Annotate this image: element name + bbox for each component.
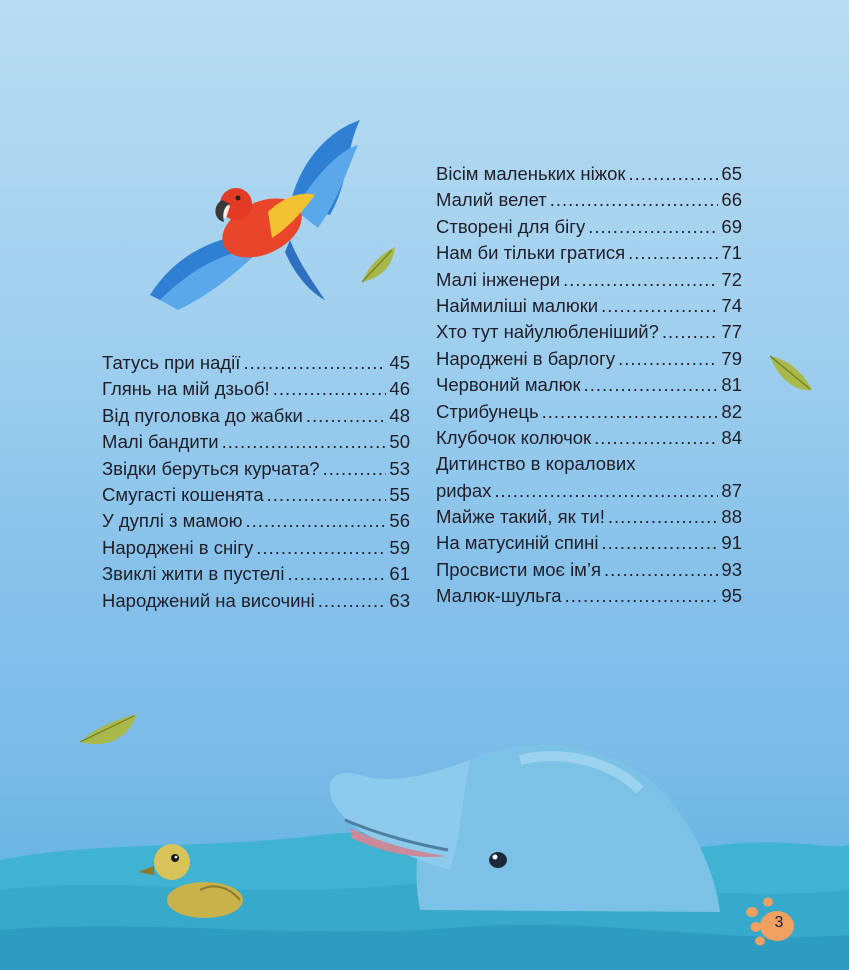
toc-entry-page: 63 — [389, 589, 410, 611]
toc-entry-title: рифах — [436, 479, 492, 501]
toc-leader-dots — [588, 216, 718, 238]
toc-entry[interactable] — [102, 378, 410, 404]
toc-entry[interactable] — [436, 427, 742, 453]
toc-leader-dots — [628, 242, 718, 264]
toc-entry[interactable] — [436, 348, 742, 374]
leaf-illustration — [362, 247, 395, 282]
toc-entry-page: 50 — [389, 431, 410, 453]
toc-entry-page: 79 — [721, 347, 742, 369]
toc-entry-page: 77 — [721, 321, 742, 343]
toc-right-column — [436, 163, 742, 612]
toc-leader-dots — [287, 563, 386, 585]
toc-entry[interactable] — [436, 189, 742, 215]
toc-entry[interactable] — [102, 484, 410, 510]
toc-leader-dots — [273, 378, 387, 400]
toc-entry-title: Майже такий, як ти! — [436, 506, 605, 528]
toc-entry-page: 87 — [721, 479, 742, 501]
toc-entry-page: 46 — [389, 378, 410, 400]
toc-entry[interactable] — [102, 537, 410, 563]
toc-entry[interactable] — [436, 295, 742, 321]
toc-entry-title: Від пуголовка до жабки — [102, 404, 303, 426]
toc-left-column — [102, 352, 410, 616]
toc-entry[interactable] — [102, 590, 410, 616]
toc-entry-title: Малюк-шульга — [436, 585, 562, 607]
toc-entry[interactable] — [436, 585, 742, 611]
leaf-illustration — [770, 356, 812, 390]
toc-entry-page: 45 — [389, 352, 410, 373]
toc-entry-title: Народжені в барлогу — [436, 347, 616, 369]
toc-entry[interactable] — [102, 405, 410, 431]
toc-leader-dots — [222, 431, 387, 453]
parrot-illustration — [150, 120, 360, 310]
toc-entry-page: 55 — [389, 483, 410, 505]
toc-entry-title: Малий велет — [436, 189, 547, 211]
page-number: 3 — [774, 914, 784, 931]
toc-entry-title: Звиклі жити в пустелі — [102, 563, 285, 585]
toc-entry-title: Народжені в снігу — [102, 536, 254, 558]
toc-entry[interactable] — [102, 431, 410, 457]
toc-entry-page: 71 — [721, 242, 742, 264]
toc-entry-page: 84 — [721, 426, 742, 448]
toc-leader-dots — [604, 559, 718, 581]
toc-entry[interactable] — [436, 163, 742, 189]
toc-leader-dots — [563, 269, 718, 291]
toc-entry-title: Малі інженери — [436, 268, 561, 290]
toc-entry-page: 65 — [721, 163, 742, 184]
toc-entry-title: Наймиліші малюки — [436, 294, 599, 316]
toc-entry-title: Народжений на височині — [102, 589, 315, 611]
toc-leader-dots — [306, 405, 387, 427]
toc-entry-title: Татусь при надії — [102, 352, 241, 373]
toc-leader-dots — [565, 585, 719, 607]
toc-entry-page: 61 — [389, 563, 410, 585]
toc-entry[interactable] — [102, 352, 410, 378]
toc-leader-dots — [256, 537, 386, 559]
toc-leader-dots — [629, 163, 719, 185]
toc-leader-dots — [318, 590, 387, 612]
toc-entry-title: Глянь на мій дзьоб! — [102, 378, 270, 400]
toc-entry-page: 82 — [721, 400, 742, 422]
toc-leader-dots — [601, 295, 718, 317]
toc-entry-title: Стрибунець — [436, 400, 539, 422]
toc-entry-title: Звідки беруться курчата? — [102, 457, 320, 479]
toc-entry-page: 74 — [721, 294, 742, 316]
toc-entry-title: Просвисти моє ім’я — [436, 558, 602, 580]
toc-leader-dots — [494, 480, 718, 502]
toc-entry[interactable] — [436, 269, 742, 295]
toc-entry[interactable] — [436, 506, 742, 532]
toc-entry-page: 66 — [721, 189, 742, 211]
toc-entry[interactable] — [102, 563, 410, 589]
toc-entry-page: 95 — [721, 585, 742, 607]
toc-leader-dots — [323, 458, 387, 480]
toc-entry[interactable] — [436, 216, 742, 242]
toc-entry-title: Червоний малюк — [436, 374, 581, 396]
toc-entry-page: 48 — [389, 404, 410, 426]
toc-leader-dots — [550, 189, 719, 211]
toc-entry-page: 53 — [389, 457, 410, 479]
toc-entry[interactable] — [436, 532, 742, 558]
toc-entry-title: На матусиній спині — [436, 532, 599, 554]
toc-leader-dots — [267, 484, 387, 506]
toc-entry-page: 91 — [721, 532, 742, 554]
toc-leader-dots — [542, 401, 719, 423]
toc-entry-title: Клубочок колючок — [436, 426, 592, 448]
toc-entry-title: Малі бандити — [102, 431, 219, 453]
toc-entry[interactable] — [436, 321, 742, 347]
toc-leader-dots — [246, 510, 387, 532]
toc-entry-title: Дитинство в коралових — [436, 453, 636, 475]
toc-entry-page: 93 — [721, 558, 742, 580]
toc-leader-dots — [662, 321, 719, 343]
toc-entry-title: Смугасті кошенята — [102, 483, 264, 505]
toc-entry-title: Вісім маленьких ніжок — [436, 163, 626, 184]
toc-entry-page: 59 — [389, 536, 410, 558]
toc-entry-title: Нам би тільки гратися — [436, 242, 626, 264]
toc-leader-dots — [601, 532, 718, 554]
toc-entry[interactable] — [436, 242, 742, 268]
toc-leader-dots — [594, 427, 718, 449]
toc-entry-title: У дуплі з мамою — [102, 510, 243, 532]
toc-leader-dots — [584, 374, 719, 396]
toc-leader-dots — [608, 506, 719, 528]
toc-leader-dots — [618, 348, 718, 370]
toc-entry[interactable] — [436, 453, 742, 479]
toc-entry[interactable] — [436, 559, 742, 585]
toc-entry-page: 72 — [721, 268, 742, 290]
toc-entry[interactable] — [102, 458, 410, 484]
toc-entry[interactable] — [102, 510, 410, 536]
toc-entry[interactable] — [436, 374, 742, 400]
toc-entry-page: 81 — [721, 374, 742, 396]
toc-entry-title: Хто тут найулюбленіший? — [436, 321, 659, 343]
toc-entry-page: 69 — [721, 215, 742, 237]
toc-entry-page: 56 — [389, 510, 410, 532]
toc-entry-page: 88 — [721, 506, 742, 528]
toc-entry-title: Створені для бігу — [436, 215, 586, 237]
leaf-illustration — [80, 714, 137, 744]
toc-leader-dots — [243, 352, 386, 374]
toc-entry[interactable] — [436, 480, 742, 506]
toc-entry[interactable] — [436, 401, 742, 427]
